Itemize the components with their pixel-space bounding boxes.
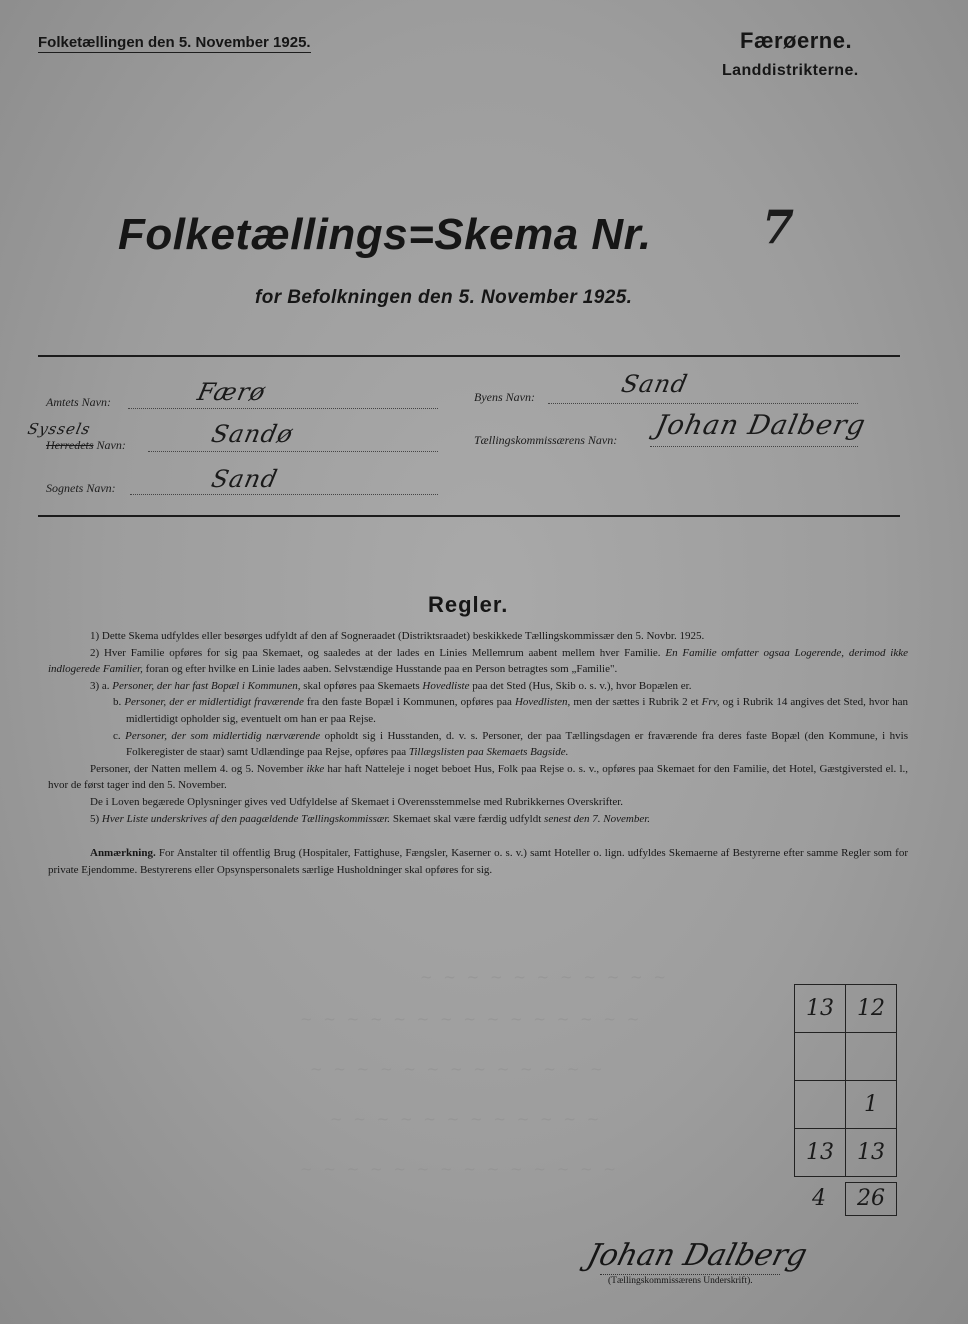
form-title: Folketællings=Skema Nr. <box>118 210 652 259</box>
kommissaer-line <box>650 446 858 447</box>
tally-row <box>795 1081 897 1129</box>
tally-row <box>795 1129 897 1177</box>
signature-caption: (Tællingskommissærens Underskrift). <box>608 1276 753 1286</box>
by-value: Sand <box>619 370 691 398</box>
signature-handwritten: Johan Dalberg <box>583 1238 811 1273</box>
herred-value: Sandø <box>209 420 297 448</box>
amt-value: Færø <box>195 378 269 406</box>
tally-cell: 13 <box>795 985 846 1033</box>
rules-heading: Regler. <box>428 592 509 617</box>
form-number-handwritten: 7 <box>762 200 795 254</box>
rules-text <box>48 628 908 878</box>
amt-label: Amtets Navn: <box>46 395 111 409</box>
form-subtitle: for Befolkningen den 5. November 1925. <box>255 287 633 308</box>
kommissaer-value: Johan Dalberg <box>652 410 869 441</box>
herred-label-suffix: Navn: <box>96 438 126 452</box>
tally-extra-left: 4 <box>812 1186 826 1211</box>
herred-label-handwritten: Syssels <box>26 420 93 438</box>
by-label: Byens Navn: <box>474 390 535 404</box>
kommissaer-label: Tællingskommissærens Navn: <box>474 433 618 447</box>
rule-3b: b. Personer, der er midlertidigt fraværende fra den faste Bopæl i Kommunen, opføres paa Hovedlisten, men der sættes i Rubrik 2 et Frv, og i Rubrik 14 angives det Sted, hvor han midlertidigt opholder sig, eventuelt om han er paa Rejse. <box>113 696 909 725</box>
sogn-label: Sognets Navn: <box>46 481 116 495</box>
sogn-line <box>130 494 438 495</box>
note-label: Anmærkning. <box>90 847 156 860</box>
tally-table <box>794 984 897 1177</box>
bleed-through-text: ~ ~ ~ ~ ~ ~ ~ ~ ~ ~ ~ ~ <box>330 1110 603 1128</box>
amt-line <box>128 408 438 409</box>
census-date-label: Folketællingen den 5. November 1925. <box>38 34 311 51</box>
tally-cell: 13 <box>846 1129 897 1177</box>
herred-line <box>148 451 438 452</box>
note <box>48 845 908 878</box>
rule-2: 2) Hver Familie opføres for sig paa Skemaet, og saaledes at der lades en Linies Mellemrum aabent mellem hver Familie. En Familie omfatter ogsaa Logerende, derimod ikke indlogerede Familier, foran og efter hvilke en Linie lades aaben. Selvstændige Husstande paa en Person betragtes som „Familie". <box>48 646 909 676</box>
tally-cell: 1 <box>846 1081 897 1129</box>
tally-cell: 13 <box>795 1129 846 1177</box>
note-text: For Anstalter til offentlig Brug (Hospitaler, Fattighuse, Fængsler, Kaserner o. s. v.) samt Hoteller o. lign. udfyldes Skemaerne af Bestyrerne efter samme Regler som for private Ejendomme. Bestyrerens eller Opsynspersonalets særlige Husholdninger skal opføres for sig. <box>48 847 908 876</box>
tally-cell <box>795 1033 846 1081</box>
rule-3c: c. Personer, der som midlertidig nærværende opholdt sig i Husstanden, d. v. s. Personer, der paa Tællingsdagen er fraværende fra deres faste Bopæl (den Kommune, i hvis Folkeregister de staar) samt Udlændinge paa Rejse, opføres paa Tillægslisten paa Skemaets Bagside. <box>113 729 909 759</box>
tally-row <box>795 985 897 1033</box>
sogn-value: Sand <box>209 465 281 493</box>
bleed-through-text: ~ ~ ~ ~ ~ ~ ~ ~ ~ ~ ~ ~ ~ <box>310 1060 606 1078</box>
signature-line <box>600 1274 780 1275</box>
tally-row <box>795 1033 897 1081</box>
top-divider <box>38 355 900 357</box>
bleed-through-text: ~ ~ ~ ~ ~ ~ ~ ~ ~ ~ ~ ~ ~ ~ <box>300 1160 619 1178</box>
herred-label <box>46 438 126 453</box>
rule-6: 5) Hver Liste underskrives af den paagældende Tællingskommissær. Skemaet skal være færdig udfyldt senest den 7. November. <box>90 812 651 825</box>
tally-cell: 12 <box>846 985 897 1033</box>
tally-cell <box>846 1033 897 1081</box>
bleed-through-text: ~ ~ ~ ~ ~ ~ ~ ~ ~ ~ ~ ~ ~ ~ ~ <box>300 1010 643 1028</box>
rule-4: Personer, der Natten mellem 4. og 5. November ikke har haft Natteleje i noget beboet Hus, Folk paa Rejse o. s. v., opføres paa Skemaet for den Familie, det Hotel, Gæstgiversted el. l., hvor de først tager ind den 5. November. <box>48 762 909 792</box>
rule-5: De i Loven begærede Oplysninger gives ved Udfyldelse af Skemaet i Overensstemmelse med Rubrikkernes Overskrifter. <box>90 795 624 808</box>
herred-label-struck: Herredets <box>46 438 94 452</box>
by-line <box>548 403 858 404</box>
district-label: Landdistrikterne. <box>722 62 859 79</box>
bottom-divider <box>38 515 900 517</box>
tally-cell <box>795 1081 846 1129</box>
bleed-through-text: ~ ~ ~ ~ ~ ~ ~ ~ ~ ~ ~ <box>420 968 669 986</box>
region-label: Færøerne. <box>740 28 853 53</box>
tally-total-box: 26 <box>845 1182 897 1216</box>
rule-3a: 3) a. Personer, der har fast Bopæl i Kommunen, skal opføres paa Skemaets Hovedliste paa det Sted (Hus, Skib o. s. v.), hvor Bopælen er. <box>90 679 692 692</box>
rule-1: 1) Dette Skema udfyldes eller besørges udfyldt af den af Sogneraadet (Distriktsraadet) beskikkede Tællingskommissær den 5. Novbr. 1925. <box>90 630 705 642</box>
